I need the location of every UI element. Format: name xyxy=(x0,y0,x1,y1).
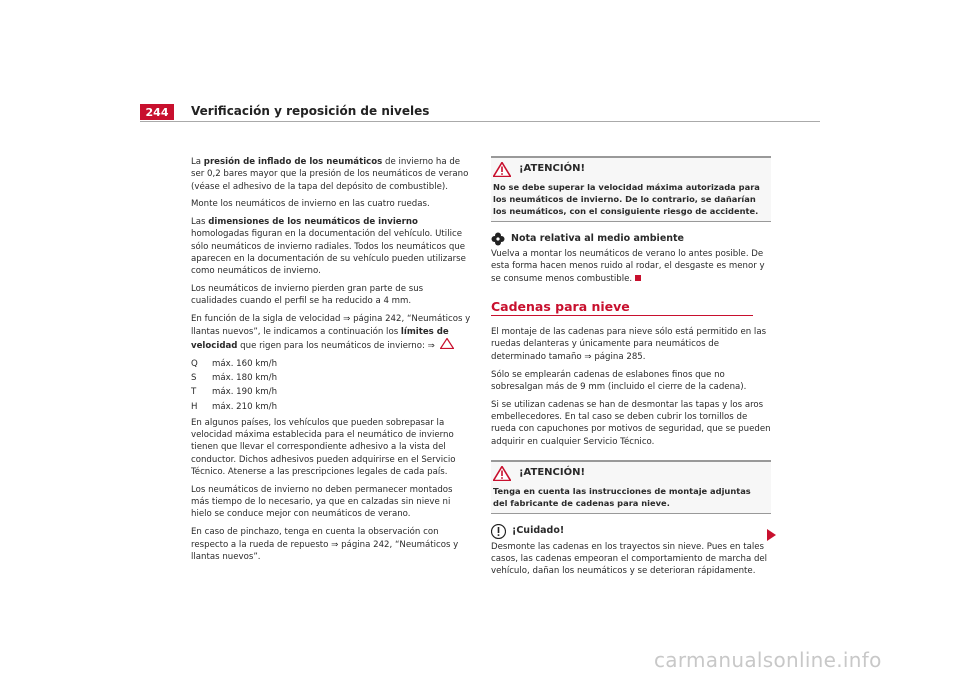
page-number: 244 xyxy=(140,104,174,120)
section-title-snow-chains: Cadenas para nieve xyxy=(491,298,630,314)
warning-title: ¡ATENCIÓN! xyxy=(519,163,586,175)
environment-note-heading: Nota relativa al medio ambiente xyxy=(491,232,771,246)
paragraph-chains-hubcaps: Si se utilizan cadenas se han de desmontar las tapas y los aros embellecedores. En tal caso se deben cubrir los tornillos de rueda con capuchones por motivos de seguridad, que se pueden adquirir en cualquier Servicio Técnico. xyxy=(491,399,771,447)
paragraph-four-wheels: Monte los neumáticos de invierno en las cuatro ruedas. xyxy=(191,199,430,210)
speed-row: H máx. 210 km/h xyxy=(191,401,278,412)
speed-list xyxy=(191,358,471,413)
section-divider xyxy=(491,315,753,316)
paragraph-tread-depth: Los neumáticos de invierno pierden gran parte de sus cualidades cuando el perfil se ha reducido a 4 mm. xyxy=(191,284,424,307)
caution-text: Desmonte las cadenas en los trayectos sin nieve. Pues en tales casos, las cadenas empeoran el comportamiento de marcha del vehículo, dañan los neumáticos y se deterioran rápidamente. xyxy=(491,541,768,577)
flower-icon xyxy=(491,232,505,246)
warning-title: ¡ATENCIÓN! xyxy=(519,467,586,479)
right-column xyxy=(491,156,771,583)
header-divider xyxy=(140,121,820,122)
paragraph-tire-dimensions: Las dimensiones de los neumáticos de invierno homologadas figuran en la documentación del vehículo. Utilice sólo neumáticos de invierno radiales. Todos los neumáticos que aparecen en la documentación de su vehículo pueden utilizarse como neumáticos de invierno. xyxy=(191,217,466,277)
paragraph-speed-sticker: En algunos países, los vehículos que pueden sobrepasar la velocidad máxima establecida para el neumático de invierno tienen que llevar el correspondiente adhesivo a la vista del conductor. Dichos adhesivos pueden adquirirse en el Servicio Técnico. Atenerse a las prescripciones legales de cada país. xyxy=(191,417,456,478)
warning-icon xyxy=(493,162,511,177)
speed-row: S máx. 180 km/h xyxy=(191,372,278,383)
paragraph-chains-fine-links: Sólo se emplearán cadenas de eslabones finos que no sobresalgan más de 9 mm (incluido el cierre de la cadena). xyxy=(491,369,747,392)
page-title: Verificación y reposición de niveles xyxy=(191,104,430,118)
watermark: carmanualsonline.info xyxy=(654,648,882,672)
left-column xyxy=(191,156,471,569)
speed-row: T máx. 190 km/h xyxy=(191,387,278,398)
warning-box xyxy=(491,156,771,222)
warning-icon xyxy=(493,466,511,481)
caution-icon xyxy=(491,524,506,539)
caution-heading: ¡Cuidado! xyxy=(491,524,771,539)
paragraph-summer-tires: Los neumáticos de invierno no deben permanecer montados más tiempo de lo necesario, ya que en calzadas sin nieve ni hielo se conduce mejor con neumáticos de verano. xyxy=(191,484,453,520)
environment-note-text: Vuelva a montar los neumáticos de verano lo antes posible. De esta forma hacen menos ruido al rodar, el desgaste es menor y se consume menos combustible. xyxy=(491,249,765,284)
warning-box xyxy=(491,460,771,514)
warning-text: Tenga en cuenta las instrucciones de montaje adjuntas del fabricante de cadenas para nieve. xyxy=(493,485,751,508)
warning-triangle-icon xyxy=(440,338,454,349)
speed-row: Q máx. 160 km/h xyxy=(191,358,278,369)
paragraph-inflation-pressure: La presión de inflado de los neumáticos de invierno ha de ser 0,2 bares mayor que la presión de los neumáticos de verano (véase el adhesivo de la tapa del depósito de combustible). xyxy=(191,157,469,192)
end-marker xyxy=(635,275,641,281)
next-page-arrow-icon[interactable] xyxy=(767,529,776,541)
paragraph-speed-limits: En función de la sigla de velocidad ⇒ página 242, “Neumáticos y llantas nuevos”, le indicamos a continuación los límites de velocidad que rigen para los neumáticos de invierno: ⇒ xyxy=(191,314,471,351)
paragraph-spare-wheel: En caso de pinchazo, tenga en cuenta la observación con respecto a la rueda de repuesto ⇒ página 242, “Neumáticos y llantas nuevos”. xyxy=(191,527,459,562)
paragraph-chains-front-wheels: El montaje de las cadenas para nieve sólo está permitido en las ruedas delanteras y únicamente para neumáticos de determinado tamaño ⇒ página 285. xyxy=(491,327,767,362)
warning-text: No se debe superar la velocidad máxima autorizada para los neumáticos de invierno. De lo contrario, se dañarían los neumáticos, con el consiguiente riesgo de accidente. xyxy=(493,182,760,216)
